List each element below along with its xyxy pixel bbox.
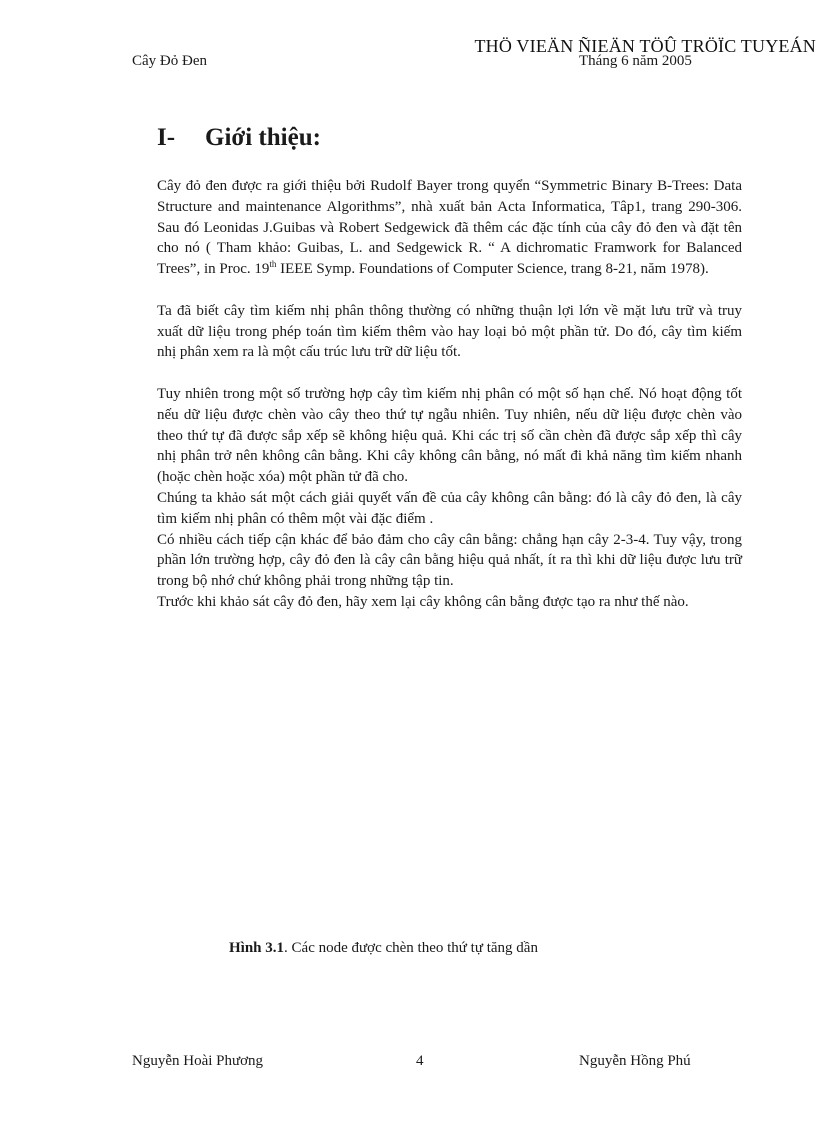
ordinal-superscript: th (269, 259, 277, 270)
figure-caption (229, 940, 538, 957)
section-title: Giới thiệu: (205, 124, 321, 151)
library-watermark: THÖ VIEÄN ÑIEÄN TÖÛ TRÖÏC TUYEÁN (474, 36, 816, 56)
section-number: I- (157, 124, 176, 151)
paragraph-intro-text: Cây đỏ đen được ra giới thiệu bởi Rudolf Bayer trong quyển “Symmetric Binary B-Trees: Data Structure and maintenance Algorithms”, nhà xuất bản Acta Informatica, Tâp1, trang 290-306. Sau đó Leonidas J.Guibas và Robert Sedgewick đã thêm các đặc tính của cây đỏ đen và đặt tên cho nó ( Tham khảo: Guibas, L. and Sedgewick R. “ A dichromatic Framwork for Balanced Trees”, in Proc. 19 (157, 178, 742, 278)
paragraph-bst-limitations: Tuy nhiên trong một số trường hợp cây tìm kiếm nhị phân có một số hạn chế. Nó hoạt động tốt nếu dữ liệu được chèn vào cây theo thứ tự ngẫu nhiên. Tuy nhiên, nếu dữ liệu được chèn vào theo thứ tự đã được sắp xếp sẽ không hiệu quả. Khi các trị số cần chèn đã được sắp xếp thì cây nhị phân trở nên không cân bằng. Khi cây không cân bằng, nó mất đi khả năng tìm kiếm nhanh (hoặc chèn hoặc xóa) một phần tử đã cho. (157, 385, 742, 486)
paragraph-intro (157, 176, 742, 280)
section-heading (157, 124, 321, 152)
paragraph-red-black-solution: Chúng ta khảo sát một cách giải quyết vấn đề của cây không cân bằng: đó là cây đỏ đen, là cây tìm kiếm nhị phân có thêm một vài đặc điểm . (157, 489, 742, 527)
footer-page-number: 4 (416, 1053, 424, 1069)
figure-placeholder (157, 700, 742, 930)
figure-caption-label: Hình 3.1 (229, 940, 285, 956)
footer-author-1: Nguyễn Hoài Phương (132, 1053, 264, 1069)
header-document-title: Cây Đỏ Đen (132, 53, 207, 69)
paragraph-bst-advantages: Ta đã biết cây tìm kiếm nhị phân thông thường có những thuận lợi lớn về mặt lưu trữ và truy xuất dữ liệu trong phép toán tìm kiếm thêm vào hay loại bỏ một phần tử. Do đó, cây tìm kiếm nhị phân xem ra là một cấu trúc lưu trữ dữ liệu tốt. (157, 302, 742, 361)
paragraph-intro-text-end: IEEE Symp. Foundations of Computer Science, trang 8-21, năm 1978). (276, 261, 709, 278)
footer-author-2: Nguyễn Hồng Phú (579, 1053, 691, 1069)
figure-caption-text: . Các node được chèn theo thứ tự tăng dần (284, 940, 538, 956)
paragraph-unbalanced-intro: Trước khi khảo sát cây đỏ đen, hãy xem lại cây không cân bằng được tạo ra như thế nào. (157, 593, 689, 610)
body-text (157, 176, 742, 613)
header-date: Tháng 6 năm 2005 (579, 53, 692, 69)
paragraph-other-approaches: Có nhiều cách tiếp cận khác để bảo đảm cho cây cân bằng: chẳng hạn cây 2-3-4. Tuy vậy, trong phần lớn trường hợp, cây đỏ đen là cây cân bằng hiệu quả nhất, ít ra thì khi dữ liệu được lưu trữ trong bộ nhớ chứ không phải trong những tập tin. (157, 531, 742, 590)
